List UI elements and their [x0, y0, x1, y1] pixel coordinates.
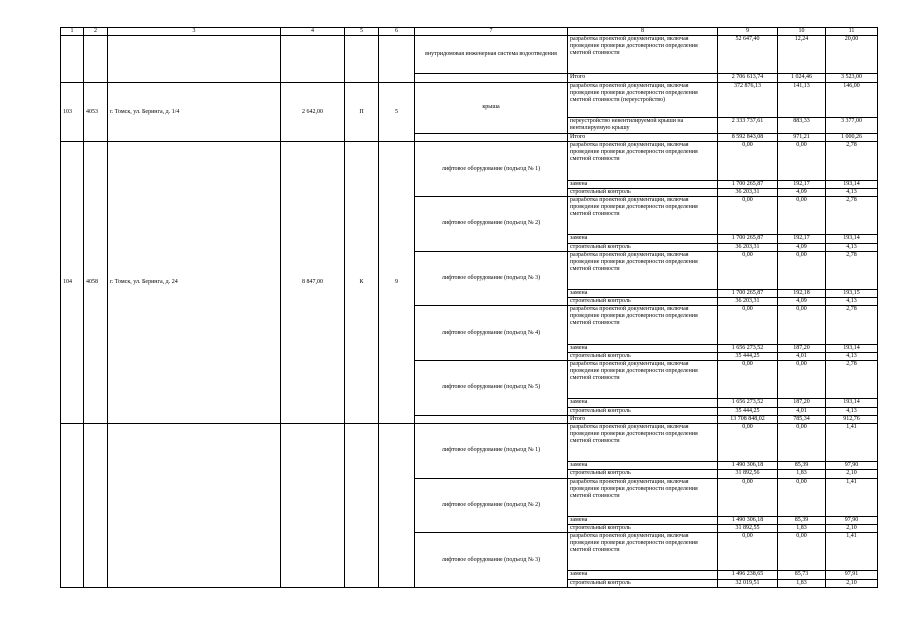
house-area: 2 642,00	[281, 82, 345, 142]
element-name: лифтовое оборудование (подъезд № 1)	[415, 424, 568, 479]
cost-per-sqm: 1,83	[778, 470, 826, 478]
cost-per-sqm: 4,01	[778, 352, 826, 360]
cost-total: 1 490 306,18	[718, 462, 778, 470]
element-name: лифтовое оборудование (подъезд № 5)	[415, 361, 568, 416]
cell-empty	[281, 36, 345, 82]
cost-total: 2 706 613,74	[718, 74, 778, 82]
cost-per-sqm: 141,13	[778, 82, 826, 117]
header-cell: 2	[84, 28, 108, 36]
work-type: замена	[568, 571, 718, 579]
work-type: разработка проектной документации, включая проведение проверки достоверности определения сметной стоимости	[568, 478, 718, 516]
cost-total: 8 592 843,08	[718, 134, 778, 142]
work-type: разработка проектной документации, включая проведение проверки достоверности определения сметной стоимости	[568, 251, 718, 289]
cost-total: 36 203,31	[718, 298, 778, 306]
cost-per-sqm: 85,73	[778, 571, 826, 579]
cell-empty	[415, 74, 568, 82]
cost-limit: 3 377,00	[826, 117, 878, 134]
cell-empty	[379, 36, 415, 82]
house-floors: 5	[379, 82, 415, 142]
cost-limit: 2,78	[826, 361, 878, 399]
cost-limit: 2,10	[826, 470, 878, 478]
house-number: 103	[61, 82, 84, 142]
cost-limit: 20,00	[826, 36, 878, 74]
cost-total: 13 708 848,02	[718, 415, 778, 423]
cell-empty	[379, 424, 415, 588]
cost-limit: 97,90	[826, 462, 878, 470]
cost-per-sqm: 187,20	[778, 399, 826, 407]
cost-limit: 2,78	[826, 142, 878, 180]
work-type: разработка проектной документации, включая проведение проверки достоверности определения сметной стоимости	[568, 361, 718, 399]
cost-per-sqm: 192,17	[778, 235, 826, 243]
work-type: замена	[568, 235, 718, 243]
house-group: П	[345, 82, 379, 142]
cost-per-sqm: 0,00	[778, 533, 826, 571]
work-type: строительный контроль	[568, 407, 718, 415]
cost-per-sqm: 0,00	[778, 361, 826, 399]
cell-empty	[345, 36, 379, 82]
cost-total: 1 700 265,87	[718, 235, 778, 243]
element-name: лифтовое оборудование (подъезд № 4)	[415, 306, 568, 361]
cost-total: 0,00	[718, 197, 778, 235]
cost-total: 1 496 238,65	[718, 571, 778, 579]
house-area: 8 847,00	[281, 142, 345, 424]
cost-per-sqm: 1,83	[778, 525, 826, 533]
element-name: лифтовое оборудование (подъезд № 1)	[415, 142, 568, 197]
cost-total: 1 490 306,18	[718, 516, 778, 524]
element-name: лифтовое оборудование (подъезд № 3)	[415, 533, 568, 588]
capital-repair-table	[60, 27, 878, 588]
cost-total: 31 892,56	[718, 470, 778, 478]
header-cell: 3	[108, 28, 281, 36]
work-type: замена	[568, 516, 718, 524]
cost-limit: 1 000,26	[826, 134, 878, 142]
cell-empty	[84, 424, 108, 588]
cell-empty	[415, 415, 568, 423]
cost-per-sqm: 1,83	[778, 579, 826, 587]
cost-per-sqm: 4,09	[778, 188, 826, 196]
element-name: лифтовое оборудование (подъезд № 2)	[415, 197, 568, 252]
work-type: разработка проектной документации, включая проведение проверки достоверности определения сметной стоимости	[568, 533, 718, 571]
cost-total: 372 876,13	[718, 82, 778, 117]
cost-per-sqm: 187,20	[778, 344, 826, 352]
cost-per-sqm: 192,17	[778, 180, 826, 188]
cell-empty	[415, 134, 568, 142]
house-floors: 9	[379, 142, 415, 424]
cell-empty	[108, 36, 281, 82]
house-address: г. Томск, ул. Беринга, д. 1/4	[108, 82, 281, 142]
cost-total: 1 700 265,87	[718, 289, 778, 297]
header-cell: 10	[778, 28, 826, 36]
work-type: разработка проектной документации, включая проведение проверки достоверности определения сметной стоимости	[568, 306, 718, 344]
cost-per-sqm: 971,21	[778, 134, 826, 142]
work-type: разработка проектной документации, включая проведение проверки достоверности определения сметной стоимости (переустройство)	[568, 82, 718, 117]
work-type: разработка проектной документации, включая проведение проверки достоверности определения сметной стоимости	[568, 142, 718, 180]
house-address: г. Томск, ул. Беринга, д. 24	[108, 142, 281, 424]
house-group: К	[345, 142, 379, 424]
table-row	[61, 142, 878, 180]
cell-empty	[345, 424, 379, 588]
table-row	[61, 36, 878, 74]
cost-per-sqm: 192,18	[778, 289, 826, 297]
cost-total: 52 647,40	[718, 36, 778, 74]
header-cell: 1	[61, 28, 84, 36]
work-type: Итого	[568, 134, 718, 142]
work-type: замена	[568, 344, 718, 352]
cost-limit: 2,10	[826, 579, 878, 587]
header-cell: 7	[415, 28, 568, 36]
cost-total: 35 444,25	[718, 407, 778, 415]
work-type: замена	[568, 462, 718, 470]
table-row	[61, 424, 878, 462]
work-type: разработка проектной документации, включая проведение проверки достоверности определения сметной стоимости	[568, 424, 718, 462]
work-type: замена	[568, 180, 718, 188]
header-cell: 4	[281, 28, 345, 36]
cost-limit: 4,13	[826, 243, 878, 251]
cost-total: 36 203,31	[718, 188, 778, 196]
element-name: внутридомовая инженерная система водоотведения	[415, 36, 568, 74]
work-type: строительный контроль	[568, 243, 718, 251]
cell-empty	[108, 424, 281, 588]
cost-limit: 193,14	[826, 180, 878, 188]
cost-limit: 193,14	[826, 399, 878, 407]
cost-per-sqm: 0,00	[778, 251, 826, 289]
work-type: разработка проектной документации, включая проведение проверки достоверности определения сметной стоимости	[568, 197, 718, 235]
cost-total: 0,00	[718, 142, 778, 180]
cost-total: 0,00	[718, 478, 778, 516]
work-type: строительный контроль	[568, 188, 718, 196]
cost-limit: 193,14	[826, 235, 878, 243]
work-type: переустройство невентилируемой крыши на вентилируемую крышу	[568, 117, 718, 134]
cost-per-sqm: 883,33	[778, 117, 826, 134]
cell-empty	[61, 36, 84, 82]
work-type: строительный контроль	[568, 470, 718, 478]
cost-per-sqm: 4,09	[778, 243, 826, 251]
work-type: разработка проектной документации, включая проведение проверки достоверности определения сметной стоимости	[568, 36, 718, 74]
table-row	[61, 82, 878, 117]
element-name: крыша	[415, 82, 568, 134]
header-cell: 6	[379, 28, 415, 36]
work-type: Итого	[568, 74, 718, 82]
header-row	[61, 28, 878, 36]
cost-limit: 3 523,00	[826, 74, 878, 82]
cost-total: 32 019,51	[718, 579, 778, 587]
cost-per-sqm: 4,01	[778, 407, 826, 415]
cost-limit: 1,41	[826, 533, 878, 571]
cost-per-sqm: 85,39	[778, 462, 826, 470]
cost-limit: 193,14	[826, 344, 878, 352]
cost-total: 1 656 273,52	[718, 344, 778, 352]
element-name: лифтовое оборудование (подъезд № 2)	[415, 478, 568, 533]
cost-limit: 4,13	[826, 188, 878, 196]
cost-limit: 2,78	[826, 197, 878, 235]
house-id: 4058	[84, 142, 108, 424]
cost-limit: 2,78	[826, 251, 878, 289]
cost-per-sqm: 0,00	[778, 197, 826, 235]
cost-limit: 1,41	[826, 478, 878, 516]
cell-empty	[281, 424, 345, 588]
cost-per-sqm: 12,24	[778, 36, 826, 74]
cost-per-sqm: 0,00	[778, 424, 826, 462]
house-number: 104	[61, 142, 84, 424]
cost-limit: 193,15	[826, 289, 878, 297]
work-type: замена	[568, 289, 718, 297]
cost-total: 35 444,25	[718, 352, 778, 360]
cost-total: 0,00	[718, 424, 778, 462]
header-cell: 5	[345, 28, 379, 36]
cost-total: 1 700 265,87	[718, 180, 778, 188]
cost-per-sqm: 0,00	[778, 306, 826, 344]
cost-limit: 97,91	[826, 571, 878, 579]
cost-limit: 97,90	[826, 516, 878, 524]
cost-per-sqm: 785,34	[778, 415, 826, 423]
cost-per-sqm: 85,39	[778, 516, 826, 524]
cost-total: 2 333 737,61	[718, 117, 778, 134]
header-cell: 8	[568, 28, 718, 36]
cell-empty	[84, 36, 108, 82]
work-type: Итого	[568, 415, 718, 423]
work-type: строительный контроль	[568, 352, 718, 360]
cost-total: 36 203,31	[718, 243, 778, 251]
cost-total: 0,00	[718, 533, 778, 571]
cost-limit: 4,13	[826, 407, 878, 415]
cost-per-sqm: 1 024,46	[778, 74, 826, 82]
work-type: строительный контроль	[568, 525, 718, 533]
cost-total: 0,00	[718, 251, 778, 289]
cost-limit: 2,10	[826, 525, 878, 533]
cost-limit: 1,41	[826, 424, 878, 462]
header-cell: 9	[718, 28, 778, 36]
house-id: 4053	[84, 82, 108, 142]
work-type: замена	[568, 399, 718, 407]
cost-per-sqm: 0,00	[778, 478, 826, 516]
cost-limit: 2,78	[826, 306, 878, 344]
cost-per-sqm: 0,00	[778, 142, 826, 180]
cost-limit: 912,76	[826, 415, 878, 423]
work-type: строительный контроль	[568, 298, 718, 306]
cost-limit: 4,13	[826, 298, 878, 306]
cost-per-sqm: 4,09	[778, 298, 826, 306]
element-name: лифтовое оборудование (подъезд № 3)	[415, 251, 568, 306]
cost-total: 1 656 273,52	[718, 399, 778, 407]
cost-limit: 4,13	[826, 352, 878, 360]
cost-total: 0,00	[718, 361, 778, 399]
header-cell: 11	[826, 28, 878, 36]
cell-empty	[61, 424, 84, 588]
cost-limit: 146,00	[826, 82, 878, 117]
work-type: строительный контроль	[568, 579, 718, 587]
cost-total: 31 892,55	[718, 525, 778, 533]
cost-total: 0,00	[718, 306, 778, 344]
